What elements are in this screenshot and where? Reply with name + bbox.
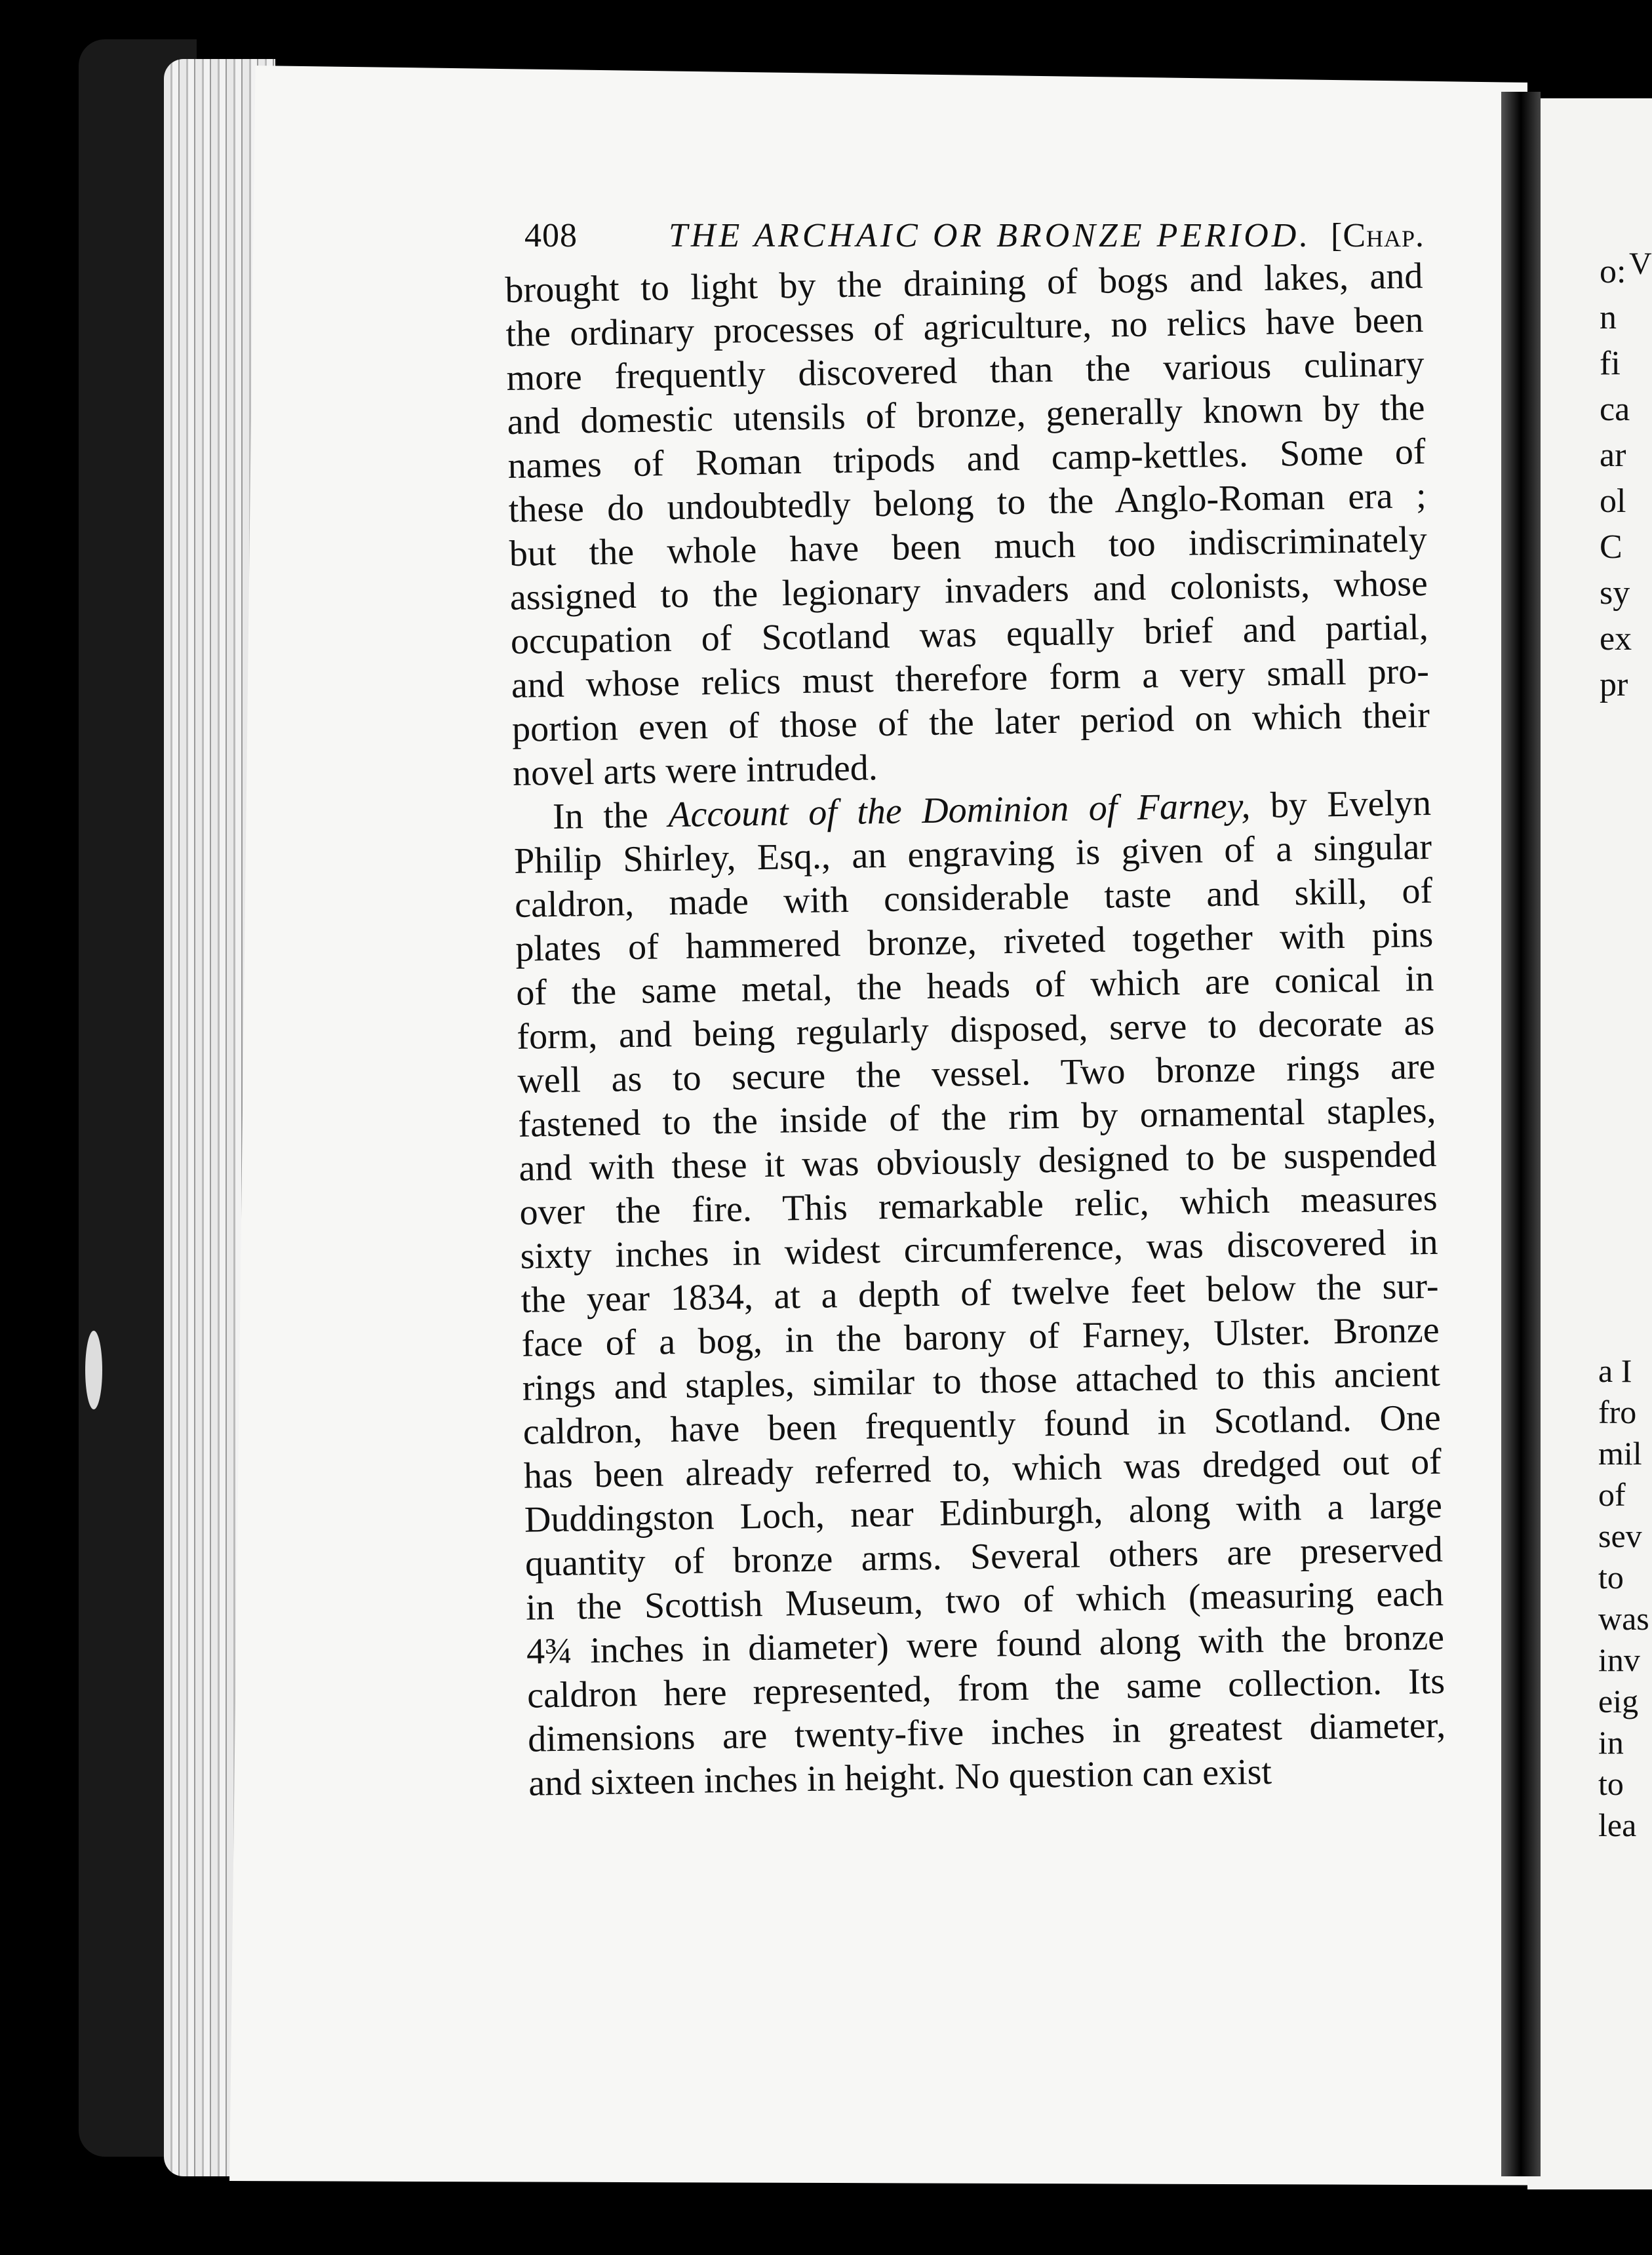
text-line: names of Roman tripods and camp-kettles. Some of xyxy=(507,431,1426,486)
text-line: over the fire. This remarkable relic, which measures xyxy=(519,1177,1438,1233)
text-line: the year 1834, at a depth of twelve feet below the sur- xyxy=(521,1265,1440,1321)
text-line: brought to light by the draining of bogs and lakes, and xyxy=(505,256,1423,311)
text-line: mil xyxy=(1598,1435,1642,1472)
text-line: Duddingston Loch, near Edinburgh, along with a large xyxy=(524,1485,1443,1540)
facing-page-header-fragment: V xyxy=(1629,246,1652,281)
text-line: assigned to the legionary invaders and colonists, whose xyxy=(509,562,1428,618)
text-line: these do undoubtedly belong to the Anglo-Roman era ; xyxy=(508,475,1427,530)
book-gutter xyxy=(1501,92,1541,2176)
text-line: fastened to the inside of the rim by ornamental staples, xyxy=(518,1089,1436,1145)
text-line: ca xyxy=(1600,391,1630,428)
text-line: has been already referred to, which was dredged out of xyxy=(523,1441,1442,1497)
text-line: Philip Shirley, Esq., an engraving is given of a singular xyxy=(513,826,1432,882)
text-line: fi xyxy=(1600,345,1621,382)
paragraph-2-first-line: In the Account of the Dominion of Farney, by Evelyn xyxy=(552,782,1432,837)
text-line: in the Scottish Museum, two of which (measuring each xyxy=(525,1573,1444,1628)
paragraph-2 xyxy=(514,825,1447,1806)
text-line: of the same metal, the heads of which are conical in xyxy=(515,958,1434,1013)
text-line: sixty inches in widest circumference, was discovered in xyxy=(520,1221,1438,1277)
text-line: of xyxy=(1598,1476,1626,1513)
text-line: and whose relics must therefore form a very small pro- xyxy=(511,650,1430,706)
text-line: novel arts were intruded. xyxy=(512,747,878,794)
text-line: caldron here represented, from the same collection. Its xyxy=(526,1660,1446,1716)
text-line: a I xyxy=(1598,1352,1632,1389)
text-line: the ordinary processes of agriculture, no relics have been xyxy=(505,300,1424,355)
text-line: was xyxy=(1598,1600,1649,1637)
text-line: but the whole have been much too indiscriminately xyxy=(509,519,1428,574)
text-line: to xyxy=(1598,1559,1624,1596)
text-line: caldron, made with considerable taste and skill, of xyxy=(514,870,1433,926)
text-line: C xyxy=(1600,528,1622,566)
text-line: form, and being regularly disposed, serve to decorate as xyxy=(516,1002,1435,1057)
text-line: inv xyxy=(1598,1641,1640,1678)
facing-page-text-upper xyxy=(1600,249,1632,708)
text-line: lea xyxy=(1598,1807,1637,1843)
book-title-citation: Account of the Dominion of Farney, xyxy=(667,785,1251,836)
text-line: face of a bog, in the barony of Farney, Ulster. Bronze xyxy=(521,1309,1440,1365)
text-line: plates of hammered bronze, riveted together with pins xyxy=(515,914,1434,970)
running-heading: THE ARCHAIC OR BRONZE PERIOD. xyxy=(669,217,1312,254)
text-line: ex xyxy=(1600,620,1632,657)
page-body xyxy=(505,254,1447,1806)
text-line: pr xyxy=(1600,666,1628,703)
page-number: 408 xyxy=(524,217,578,254)
text-line: fro xyxy=(1598,1394,1637,1430)
text-line: to xyxy=(1598,1765,1624,1802)
text-line: quantity of bronze arms. Several others are preserved xyxy=(524,1529,1444,1584)
right-page xyxy=(1527,98,1652,2189)
text-line: eig xyxy=(1598,1683,1639,1719)
text-line: and sixteen inches in height. No question can exist xyxy=(528,1751,1272,1804)
text-line: sy xyxy=(1600,574,1630,612)
text-line: rings and staples, similar to those attached to this ancient xyxy=(522,1353,1441,1409)
text-line: occupation of Scotland was equally brief and partial, xyxy=(510,606,1429,662)
text-line: more frequently discovered than the various culinary xyxy=(506,343,1425,399)
text-line: caldron, have been frequently found in Scotland. One xyxy=(522,1397,1442,1453)
text-line: in xyxy=(1598,1724,1624,1761)
text-line: dimensions are twenty-five inches in greatest diameter, xyxy=(527,1704,1446,1760)
chapter-mark: [Chap. xyxy=(1331,217,1425,254)
text-line: ol xyxy=(1600,482,1626,520)
facing-page-text-lower xyxy=(1598,1350,1649,1846)
text-line: portion even of those of the later period on which their xyxy=(511,694,1430,750)
text-line: and domestic utensils of bronze, generally known by the xyxy=(507,387,1425,442)
text-line: ar xyxy=(1600,437,1626,474)
paragraph-1 xyxy=(505,254,1430,796)
text-line: and with these it was obviously designed to be suspended xyxy=(519,1133,1437,1189)
text-line: n xyxy=(1600,299,1617,336)
edge-stain xyxy=(85,1331,102,1409)
text-line: o: xyxy=(1600,253,1626,290)
text-line: 4¾ inches in diameter) were found along with the bronze xyxy=(526,1617,1445,1672)
text-line: well as to secure the vessel. Two bronze rings are xyxy=(517,1046,1436,1101)
text-line: sev xyxy=(1598,1518,1642,1554)
